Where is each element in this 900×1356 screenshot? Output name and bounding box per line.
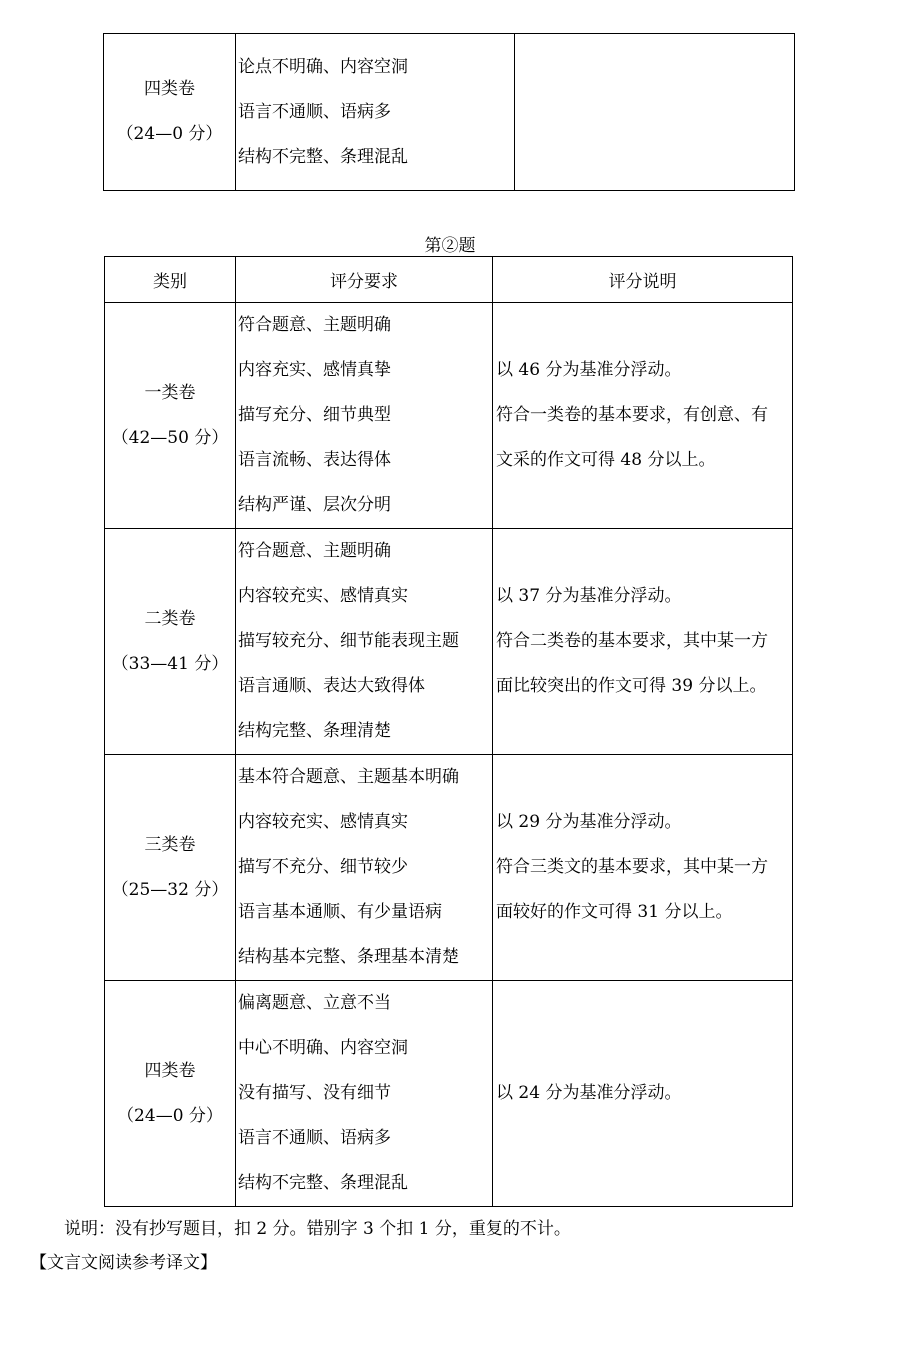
grading-table [104,256,793,1207]
notes-cell [493,529,793,755]
table-row [105,755,793,981]
requirement-line: 内容较充实、感情真实 [238,586,408,606]
category-cell [105,529,236,755]
table-header-row [105,257,793,303]
requirement-line: 符合题意、主题明确 [238,315,391,335]
category-cell [105,303,236,529]
note-line: 面较好的作文可得 31 分以上。 [496,902,733,922]
requirement-line: 语言流畅、表达得体 [238,450,391,470]
requirement-line: 结构完整、条理清楚 [238,721,391,741]
header-notes: 评分说明 [493,257,793,303]
note-line: 文采的作文可得 48 分以上。 [496,450,716,470]
category-name: 一类卷 [144,382,196,403]
table-caption: 第②题 [424,236,476,256]
requirement-line: 语言不通顺、语病多 [238,1128,391,1148]
category-range: （42—50 分） [111,427,229,448]
note-line: 以 37 分为基准分浮动。 [496,586,682,606]
requirements-cell [236,755,493,981]
category-range: （24—0 分） [117,1105,223,1126]
note-line: 面比较突出的作文可得 39 分以上。 [496,676,767,696]
header-category: 类别 [105,257,236,303]
requirement-line: 结构不完整、条理混乱 [238,1173,408,1193]
category-range: （25—32 分） [111,879,229,900]
requirement-line: 论点不明确、内容空洞 [238,56,408,77]
category-name: 二类卷 [144,608,196,629]
table-row [105,529,793,755]
note-line: 以 46 分为基准分浮动。 [496,360,682,380]
requirements-cell [236,303,493,529]
category-name: 三类卷 [144,834,196,855]
note-line: 以 29 分为基准分浮动。 [496,812,682,832]
table-row [105,981,793,1207]
category-name: 四类卷 [144,1060,196,1081]
notes-cell [493,755,793,981]
requirement-line: 描写较充分、细节能表现主题 [238,631,459,651]
requirement-line: 结构不完整、条理混乱 [238,146,408,167]
requirement-line: 结构基本完整、条理基本清楚 [238,947,459,967]
note-line: 符合二类卷的基本要求，其中某一方 [496,631,768,651]
requirement-line: 没有描写、没有细节 [238,1083,391,1103]
note-line: 符合三类文的基本要求，其中某一方 [496,857,768,877]
requirement-line: 内容充实、感情真挚 [238,360,391,380]
requirement-line: 中心不明确、内容空洞 [238,1038,408,1058]
notes-cell [493,981,793,1207]
requirement-line: 描写充分、细节典型 [238,405,391,425]
requirement-line: 描写不充分、细节较少 [238,857,408,877]
grading-table-continued [103,33,795,191]
header-requirements: 评分要求 [236,257,493,303]
category-range: （33—41 分） [111,653,229,674]
note-line: 符合一类卷的基本要求，有创意、有 [496,405,768,425]
section-heading: 【文言文阅读参考译文】 [30,1253,217,1273]
notes-cell [515,34,795,191]
requirement-line: 内容较充实、感情真实 [238,812,408,832]
table-row [104,34,795,191]
requirements-cell [236,34,515,191]
category-cell [105,981,236,1207]
requirement-line: 语言通顺、表达大致得体 [238,676,425,696]
category-cell [105,755,236,981]
requirement-line: 基本符合题意、主题基本明确 [238,767,459,787]
category-name: 四类卷 [144,79,195,99]
table-row [105,303,793,529]
requirement-line: 符合题意、主题明确 [238,541,391,561]
note-line: 以 24 分为基准分浮动。 [496,1083,682,1103]
category-cell [104,34,236,191]
requirement-line: 语言不通顺、语病多 [238,101,391,122]
requirement-line: 偏离题意、立意不当 [238,993,391,1013]
requirements-cell [236,529,493,755]
requirement-line: 结构严谨、层次分明 [238,495,391,515]
scoring-explanation: 说明：没有抄写题目，扣 2 分。错别字 3 个扣 1 分，重复的不计。 [64,1219,571,1239]
requirements-cell [236,981,493,1207]
requirement-line: 语言基本通顺、有少量语病 [238,902,442,922]
notes-cell [493,303,793,529]
category-range: （24—0 分） [116,124,223,144]
